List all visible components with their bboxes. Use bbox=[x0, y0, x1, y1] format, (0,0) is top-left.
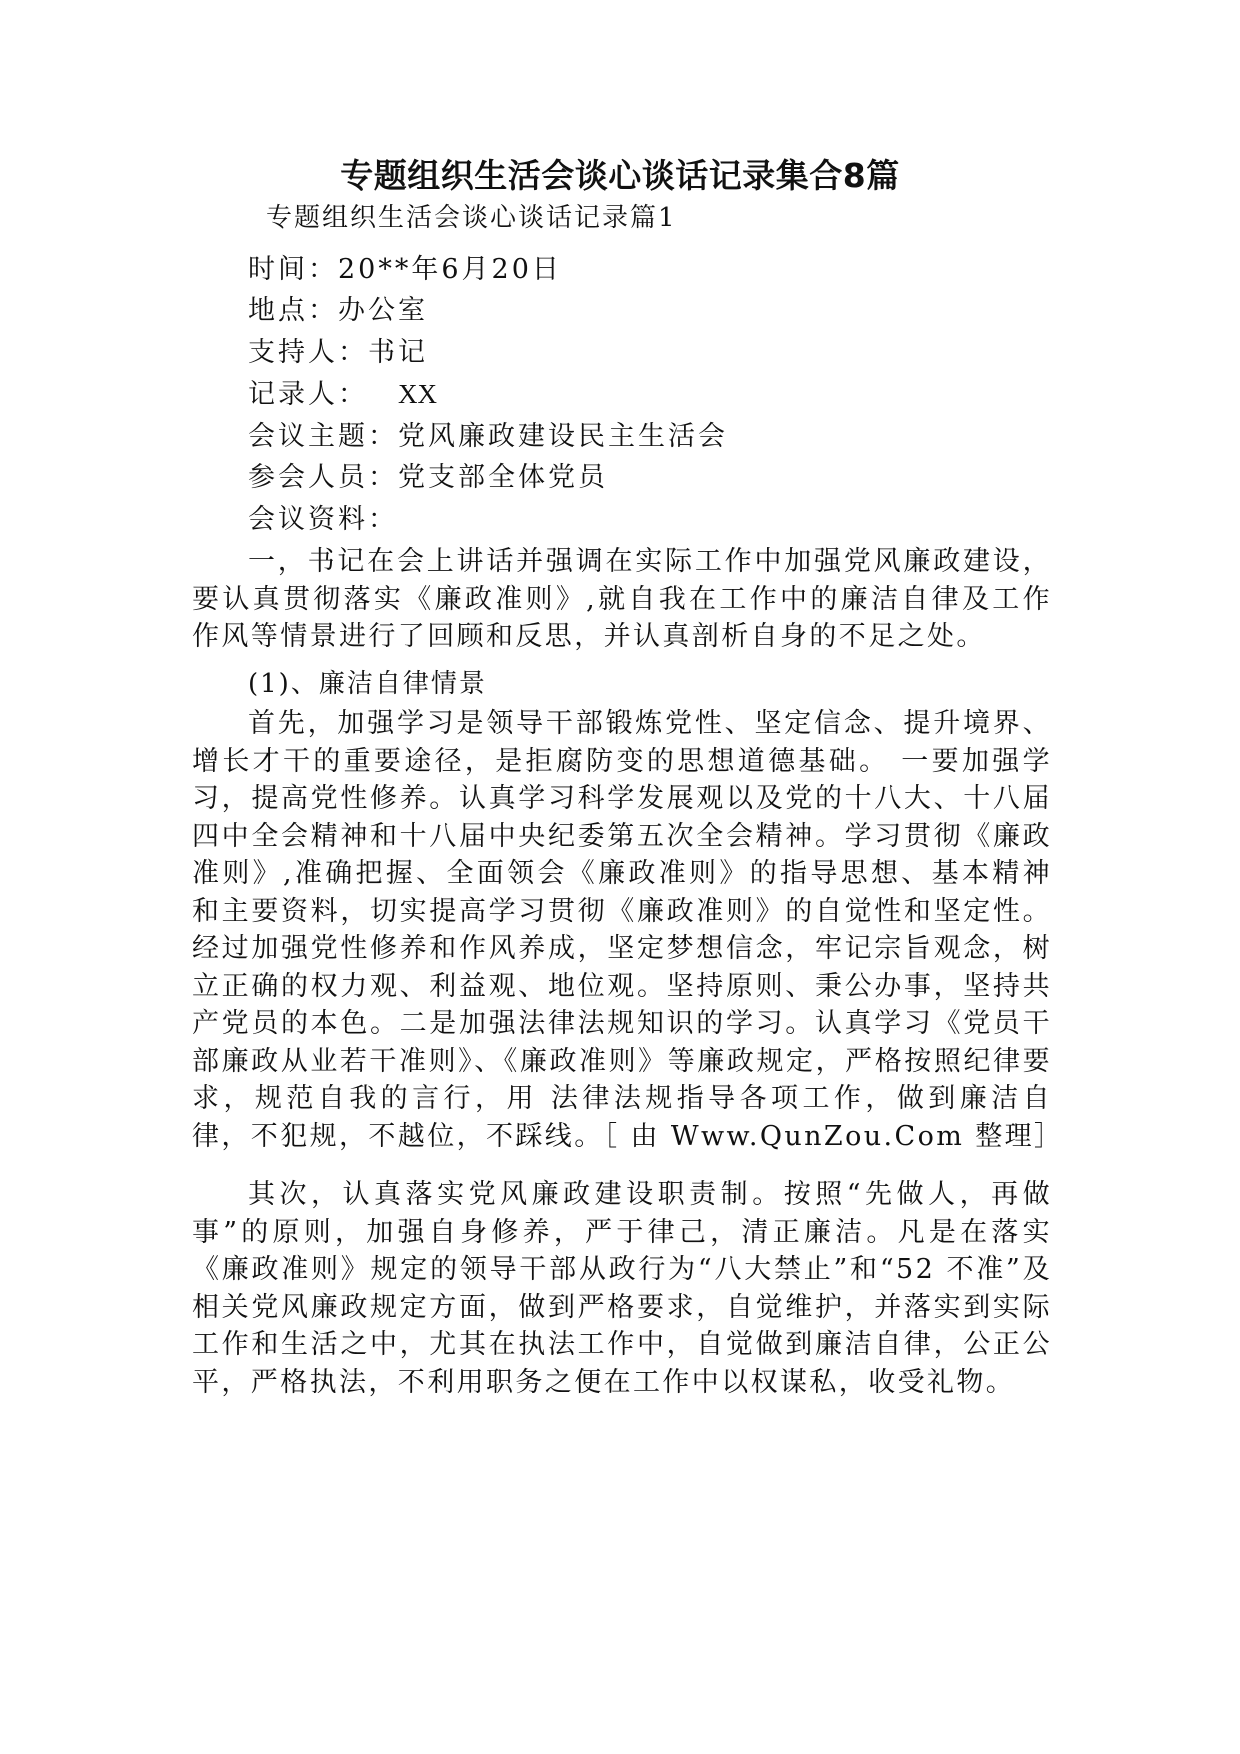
meta-materials: 会议资料： bbox=[248, 504, 398, 535]
paragraph-heading-1: (1)、廉洁自律情景 bbox=[248, 669, 487, 699]
meta-host: 支持人：书记 bbox=[248, 337, 428, 368]
meta-time: 时间：20**年6月20日 bbox=[248, 254, 562, 285]
meta-recorder-value: XX bbox=[398, 379, 437, 409]
meta-topic: 会议主题：党风廉政建设民主生活会 bbox=[248, 421, 728, 452]
meta-recorder-label: 记录人： bbox=[248, 379, 368, 410]
paragraph-3: 其次，认真落实党风廉政建设职责制。按照“先做人，再做事”的原则，加强自身修养，严于律己，清正廉洁。凡是在落实《廉政准则》规定的领导干部从政行为“八大禁止”和“52 不准”及相关党风廉政规定方面，做到严格要求，自觉维护，并落实到实际工作和生活之中，尤其在执法工作中，自觉做到廉洁自律，公正公平，严格执法，不利用职务之便在工作中以权谋私，收受礼物。 bbox=[192, 1179, 1052, 1398]
document-title: 专题组织生活会谈心谈话记录集合8篇 bbox=[340, 156, 900, 195]
section-subtitle: 专题组织生活会谈心谈话记录篇1 bbox=[266, 203, 677, 233]
meta-recorder bbox=[248, 372, 437, 411]
paragraph-2: 首先，加强学习是领导干部锻炼党性、坚定信念、提升境界、增长才干的重要途径，是拒腐防变的思想道德基础。 一要加强学习，提高党性修养。认真学习科学发展观以及党的十八大、十八届四中全会精神和十八届中央纪委第五次全会精神。学习贯彻《廉政准则》,准确把握、全面领会《廉政准则》的指导思想、基本精神和主要资料，切实提高学习贯彻《廉政准则》的自觉性和坚定性。经过加强党性修养和作风养成，坚定梦想信念，牢记宗旨观念，树立正确的权力观、利益观、地位观。坚持原则、秉公办事，坚持共产党员的本色。二是加强法律法规知识的学习。认真学习《党员干部廉政从业若干准则》、《廉政准则》等廉政规定，严格按照纪律要求，规范自我的言行，用 法律法规指导各项工作，做到廉洁自律，不犯规，不越位，不踩线。［ 由 Www.QunZou.Com 整理］ bbox=[192, 708, 1064, 1152]
paragraph-1: 一，书记在会上讲话并强调在实际工作中加强党风廉政建设，要认真贯彻落实《廉政准则》,就自我在工作中的廉洁自律及工作作风等情景进行了回顾和反思，并认真剖析自身的不足之处。 bbox=[192, 546, 1052, 652]
meta-attendees: 参会人员：党支部全体党员 bbox=[248, 462, 608, 493]
meta-location: 地点：办公室 bbox=[248, 295, 428, 326]
